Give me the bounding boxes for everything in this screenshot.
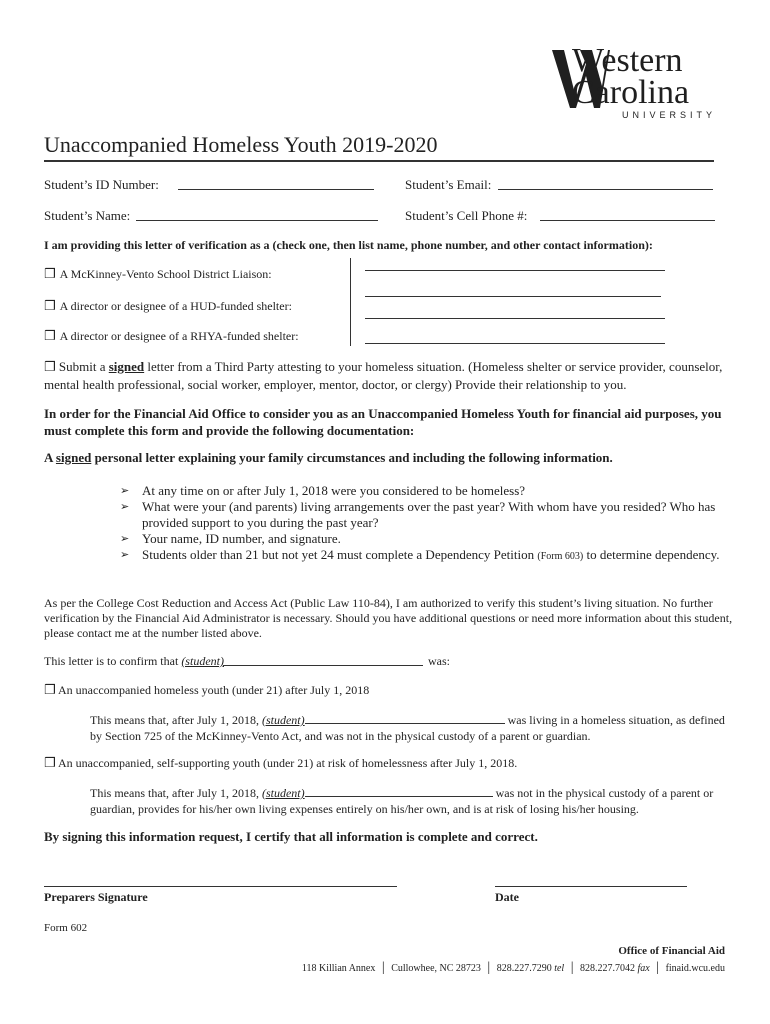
- checkbox-icon[interactable]: ❒: [44, 683, 56, 698]
- bullet-text-main: Students older than 21 but not yet 24 must complete a Dependency Petition: [142, 547, 535, 562]
- confirm-pre: This letter is to confirm that: [44, 654, 182, 668]
- logo-line2: Carolina: [572, 74, 690, 111]
- option-1-label: An unaccompanied homeless youth (under 21) after July 1, 2018: [58, 683, 370, 697]
- bullet-text: Your name, ID number, and signature.: [142, 531, 341, 546]
- footer-contact: [302, 960, 725, 976]
- bullet-item: [120, 531, 725, 547]
- bullet-text: [142, 547, 720, 565]
- student-id-field[interactable]: [178, 189, 374, 190]
- option-2-label: An unaccompanied, self-supporting youth (under 21) at risk of homelessness after July 1, 2018.: [58, 756, 518, 770]
- personal-letter-heading: [44, 450, 734, 466]
- verify-option-label: A director or designee of a HUD-funded shelter:: [59, 299, 292, 313]
- option-2-student: (student): [261, 786, 305, 800]
- contact-line-2[interactable]: [365, 296, 661, 297]
- student-name-field[interactable]: [136, 220, 378, 221]
- checkbox-icon[interactable]: ❒: [44, 329, 56, 344]
- separator-icon: |: [381, 960, 385, 975]
- option-2-student-field[interactable]: [305, 786, 493, 797]
- bullet-item: [120, 483, 725, 499]
- personal-letter-signed: signed: [55, 450, 92, 465]
- form-number: Form 602: [44, 922, 88, 934]
- arrow-bullet-icon: ➢: [120, 500, 130, 513]
- arrow-bullet-icon: ➢: [120, 532, 130, 545]
- third-party-signed: signed: [108, 359, 145, 374]
- arrow-bullet-icon: ➢: [120, 548, 130, 561]
- option-2-post: was not in the physical custody of a parent or guardian, provides for his/her own living expenses entirely on his/her own, and is at risk of losing his/her housing.: [90, 786, 714, 816]
- third-party-text: letter from a Third Party attesting to your homeless situation. (Homeless shelter or service provider, counselor, mental health professional, social worker, employer, mentor, doctor, or clergy) Provide their relationship to you.: [44, 359, 723, 392]
- footer-office: Office of Financial Aid: [618, 945, 725, 957]
- checkbox-icon[interactable]: ❒: [44, 267, 56, 282]
- separator-icon: |: [487, 960, 491, 975]
- date-field[interactable]: [495, 886, 687, 887]
- title-rule: [44, 160, 714, 162]
- confirm-line: [44, 654, 224, 669]
- arrow-bullet-icon: ➢: [120, 484, 130, 497]
- signature-label: Preparers Signature: [44, 890, 148, 904]
- verify-option-2[interactable]: [44, 297, 292, 315]
- footer-web[interactable]: finaid.wcu.edu: [665, 963, 725, 974]
- option-2[interactable]: [44, 756, 517, 771]
- third-party-pre: Submit a: [58, 359, 109, 374]
- student-id-label: Student’s ID Number:: [44, 177, 159, 192]
- verify-divider: [350, 258, 351, 346]
- footer-fax-suffix: fax: [637, 963, 650, 974]
- option-1[interactable]: [44, 683, 369, 698]
- confirm-student: (student): [181, 654, 224, 668]
- checkbox-icon[interactable]: ❒: [44, 360, 56, 375]
- page-title: Unaccompanied Homeless Youth 2019-2020: [44, 132, 438, 157]
- verify-option-label: A McKinney-Vento School District Liaison:: [59, 267, 272, 281]
- verify-option-3[interactable]: [44, 327, 299, 345]
- student-phone-label: Student’s Cell Phone #:: [405, 208, 528, 223]
- student-email-field[interactable]: [498, 189, 713, 190]
- footer-tel-suffix: tel: [554, 963, 565, 974]
- contact-line-1[interactable]: [365, 270, 665, 271]
- student-name-label: Student’s Name:: [44, 208, 131, 223]
- verify-option-1[interactable]: [44, 265, 272, 283]
- bullet-item: [120, 547, 725, 565]
- date-label: Date: [495, 890, 519, 904]
- wcu-logo: [550, 40, 730, 120]
- option-2-pre: This means that, after July 1, 2018,: [90, 786, 262, 800]
- option-1-student: (student): [261, 713, 305, 727]
- form-603-ref: (Form 603): [537, 551, 584, 562]
- verify-option-label: A director or designee of a RHYA-funded shelter:: [59, 329, 299, 343]
- third-party-option[interactable]: [44, 358, 734, 393]
- separator-icon: |: [656, 960, 660, 975]
- ccraa-paragraph: As per the College Cost Reduction and Access Act (Public Law 110-84), I am authorized to verify this student’s living situation. No further verification by the Financial Aid Administrator is necessary. Should you have additional questions or need more information about this student, please contact me at the number listed above.: [44, 596, 733, 640]
- footer-city: Cullowhee, NC 28723: [391, 963, 481, 974]
- bullet-text: At any time on or after July 1, 2018 were you considered to be homeless?: [142, 483, 526, 498]
- checkbox-icon[interactable]: ❒: [44, 756, 56, 771]
- contact-line-3[interactable]: [365, 318, 665, 319]
- confirm-post: was:: [428, 654, 450, 668]
- certify-statement: By signing this information request, I certify that all information is complete and correct.: [44, 829, 538, 844]
- consider-instructions: In order for the Financial Aid Office to consider you as an Unaccompanied Homeless Youth for financial aid purposes, you must complete this form and provide the following documentation:: [44, 406, 722, 438]
- confirm-student-field[interactable]: [223, 665, 423, 666]
- student-phone-field[interactable]: [540, 220, 715, 221]
- personal-letter-text: personal letter explaining your family circumstances and including the following information.: [91, 450, 613, 465]
- footer-fax: 828.227.7042: [580, 963, 636, 974]
- logo-line1: Western: [572, 42, 683, 79]
- contact-line-4[interactable]: [365, 343, 665, 344]
- option-1-student-field[interactable]: [305, 713, 505, 724]
- option-2-detail: [90, 785, 730, 817]
- bullet-item: [120, 499, 725, 531]
- verify-heading: I am providing this letter of verification as a (check one, then list name, phone number, and other contact information):: [44, 238, 653, 252]
- bullet-text: What were your (and parents) living arrangements over the past year? With whom have you resided? Who has provided support to you during the past year?: [142, 499, 716, 530]
- footer-tel: 828.227.7290: [496, 963, 552, 974]
- bullet-text-end: to determine dependency.: [586, 547, 720, 562]
- logo-line3: UNIVERSITY: [622, 110, 717, 120]
- personal-letter-pre: A: [44, 450, 56, 465]
- student-email-label: Student’s Email:: [405, 177, 492, 192]
- option-1-pre: This means that, after July 1, 2018,: [90, 713, 262, 727]
- signature-field[interactable]: [44, 886, 397, 887]
- checkbox-icon[interactable]: ❒: [44, 299, 56, 314]
- footer-address: 118 Killian Annex: [301, 963, 376, 974]
- separator-icon: |: [570, 960, 574, 975]
- option-1-detail: [90, 712, 730, 744]
- option-1-post: was living in a homeless situation, as defined by Section 725 of the McKinney-Vento Act, and was not in the physical custody of a parent or guardian.: [90, 713, 725, 743]
- bullet-list: [120, 483, 725, 565]
